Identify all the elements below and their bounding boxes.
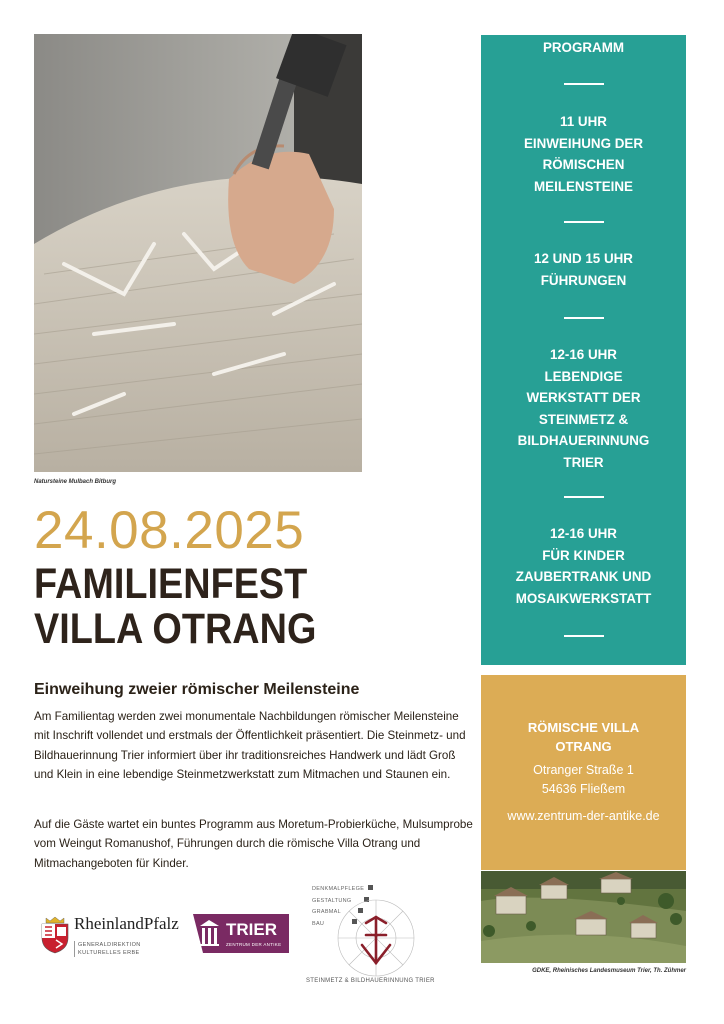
event-date: 24.08.2025: [34, 501, 305, 560]
stonemason-guild-logo: [306, 883, 446, 988]
program-line: 12-16 UHR: [550, 526, 617, 541]
stonemason-mark-icon: [306, 883, 446, 978]
description-paragraph-2: Auf die Gäste wartet ein buntes Programm aus Moretum-Probierküche, Mulsumprobe vom Weingut Romanushof, Führungen durch die römische Villa Otrang und Mitmachangeboten für Kinder.: [34, 818, 473, 870]
event-subtitle: Einweihung zweier römischer Meilensteine: [34, 681, 360, 698]
rlp-subtitle-line: KULTURELLES ERBE: [78, 950, 140, 956]
program-title: PROGRAMM: [542, 40, 625, 55]
location-name: [481, 718, 686, 756]
rlp-gdke-logo: [40, 912, 180, 964]
guild-caption: STEINMETZ & BILDHAUERINNUNG TRIER: [306, 978, 435, 984]
program-line: FÜHRUNGEN: [540, 272, 627, 288]
title-line-2: VILLA OTRANG: [34, 605, 317, 653]
program-line: 12 UND 15 UHR: [534, 251, 633, 266]
location-street: Otranger Straße 1: [533, 763, 634, 777]
location-name-line: OTRANG: [555, 739, 612, 754]
program-line: WERKSTATT DER: [526, 390, 641, 405]
rlp-subtitle-line: GENERALDIREKTION: [78, 942, 141, 948]
rlp-name: RheinlandPfalz: [74, 914, 179, 933]
location-panel: [481, 675, 686, 870]
program-line: LEBENDIGE: [544, 368, 623, 384]
trier-subtitle: ZENTRUM DER ANTIKE: [226, 942, 282, 947]
location-name-line: RÖMISCHE VILLA: [527, 720, 640, 735]
event-title: [34, 562, 316, 652]
program-line: BILDHAUERINNUNG: [517, 433, 650, 448]
program-item-4: [481, 523, 686, 609]
location-address: [481, 761, 686, 799]
villa-aerial-photo: [481, 871, 686, 963]
description-paragraph-1: Am Familientag werden zwei monumentale Nachbildungen römischer Meilensteine mit Inschrift vollendet und erstmals der Öffentlichkeit präsentiert. Die Steinmetz- und Bildhauerinnung Trier informiert über ihr traditionsreiches Handwerk und lädt Groß und Klein in eine lebendige Steinmetzwerkstatt zum Mitmachen und Staunen ein.: [34, 710, 466, 782]
rlp-subtitle: [74, 941, 141, 957]
program-line: EINWEIHUNG DER: [523, 135, 644, 151]
trier-zentrum-logo: [193, 914, 289, 953]
program-divider: [564, 317, 604, 319]
guild-service: BAU: [312, 920, 325, 927]
program-divider: [564, 221, 604, 223]
guild-service: GRABMAL: [312, 909, 341, 915]
program-divider: [564, 635, 604, 637]
program-line: ZAUBERTRANK UND: [515, 569, 652, 584]
program-line: STEINMETZ &: [538, 411, 629, 427]
trier-wordmark: TRIER: [226, 920, 277, 939]
program-line: MOSAIKWERKSTATT: [515, 590, 652, 606]
photo-credit: Natursteine Mulbach Bitburg: [34, 479, 117, 485]
program-panel: [481, 35, 686, 665]
program-item-2: [481, 248, 686, 291]
program-line: TRIER: [563, 454, 604, 470]
guild-service: DENKMALPFLEGE: [312, 886, 365, 892]
program-item-1: [481, 111, 686, 197]
program-divider: [564, 496, 604, 498]
coat-of-arms-icon: [40, 916, 70, 954]
program-line: RÖMISCHEN: [542, 157, 625, 172]
website-link[interactable]: www.zentrum-der-antike.de: [507, 809, 660, 823]
program-item-3: [481, 344, 686, 473]
location-city: 54636 Fließem: [541, 782, 626, 796]
title-line-1: FAMILIENFEST: [34, 560, 308, 608]
program-line: 11 UHR: [560, 114, 607, 129]
stone-carving-photo: [34, 34, 362, 472]
program-line: MEILENSTEINE: [534, 178, 633, 194]
program-divider: [564, 83, 604, 85]
aerial-photo-credit: GDKE, Rheinisches Landesmuseum Trier, Th. Zühmer: [532, 968, 686, 974]
guild-service: GESTALTUNG: [312, 897, 352, 904]
program-line: FÜR KINDER: [542, 547, 625, 563]
program-line: 12-16 UHR: [550, 347, 617, 362]
